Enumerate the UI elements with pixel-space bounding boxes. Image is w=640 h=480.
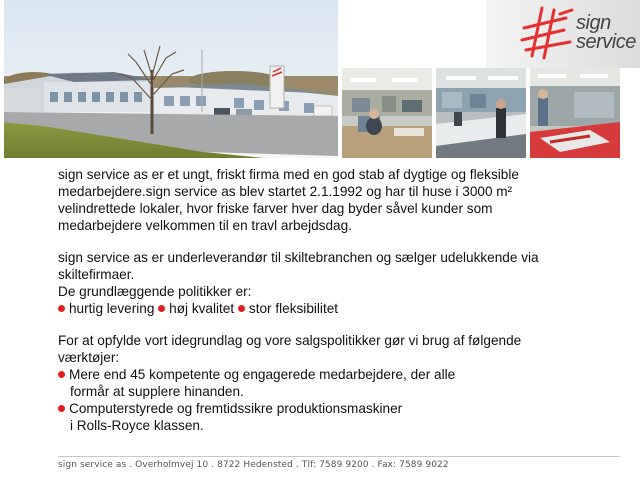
bullet-dot-icon [58,371,65,378]
footer-divider [58,456,620,457]
policy-label: høj kvalitet [169,301,235,316]
logo-line-service: service [576,31,636,53]
footer-contact: sign service as . Overholmvej 10 . 8722 Hedensted . Tlf: 7589 9200 . Fax: 7589 9022 [58,460,449,470]
logo-wordmark [576,14,640,52]
tool-item [58,400,578,434]
bullet-dot-icon [58,405,65,412]
logo-line-sign: sign [576,12,611,34]
bullet-dot-icon [158,305,165,312]
office-photo-1 [342,68,432,158]
bullet-dot-icon [58,305,65,312]
tool-item-line2: i Rolls-Royce klassen. [70,418,204,433]
policies-list [58,300,578,317]
policy-label: stor fleksibilitet [248,301,339,316]
tool-item-line1: Mere end 45 kompetente og engagerede medarbejdere, der alle [69,367,456,382]
policy-item [158,301,234,316]
sign-service-logo [520,4,638,64]
policy-item [238,301,338,316]
tools-paragraph: For at opfylde vort idegrundlag og vore salgspolitikker gør vi brug af følgende værktøjer: [58,333,522,365]
office-photo-3 [530,68,620,158]
policy-item [58,301,154,316]
header-banner [0,0,640,160]
tool-item [58,366,578,400]
tool-item-line2: formår at supplere hinanden. [70,384,244,399]
bullet-dot-icon [238,305,245,312]
company-description [58,166,578,434]
intro-paragraph: sign service as er et ungt, friskt firma med en god stab af dygtige og fleksible medarbejdere.sign service as blev startet 2.1.1992 og har til huse i 3000 m² velindrettede lokaler, hvor friske farver hver dag byder såvel kunder som medarbejdere velkommen til en travl arbejdsdag. [58,167,519,233]
tools-list [58,366,578,434]
policies-heading: De grundlæggende politikker er: [58,284,252,299]
building-photo [4,0,338,158]
tool-item-line1: Computerstyrede og fremtidssikre produktionsmaskiner [69,401,403,416]
policy-label: hurtig levering [69,301,155,316]
logo-mark-icon [520,6,576,60]
policies-paragraph: sign service as er underleverandør til skiltebranchen og sælger udelukkende via skiltefirmaer. [58,250,539,282]
office-photo-2 [436,68,526,158]
